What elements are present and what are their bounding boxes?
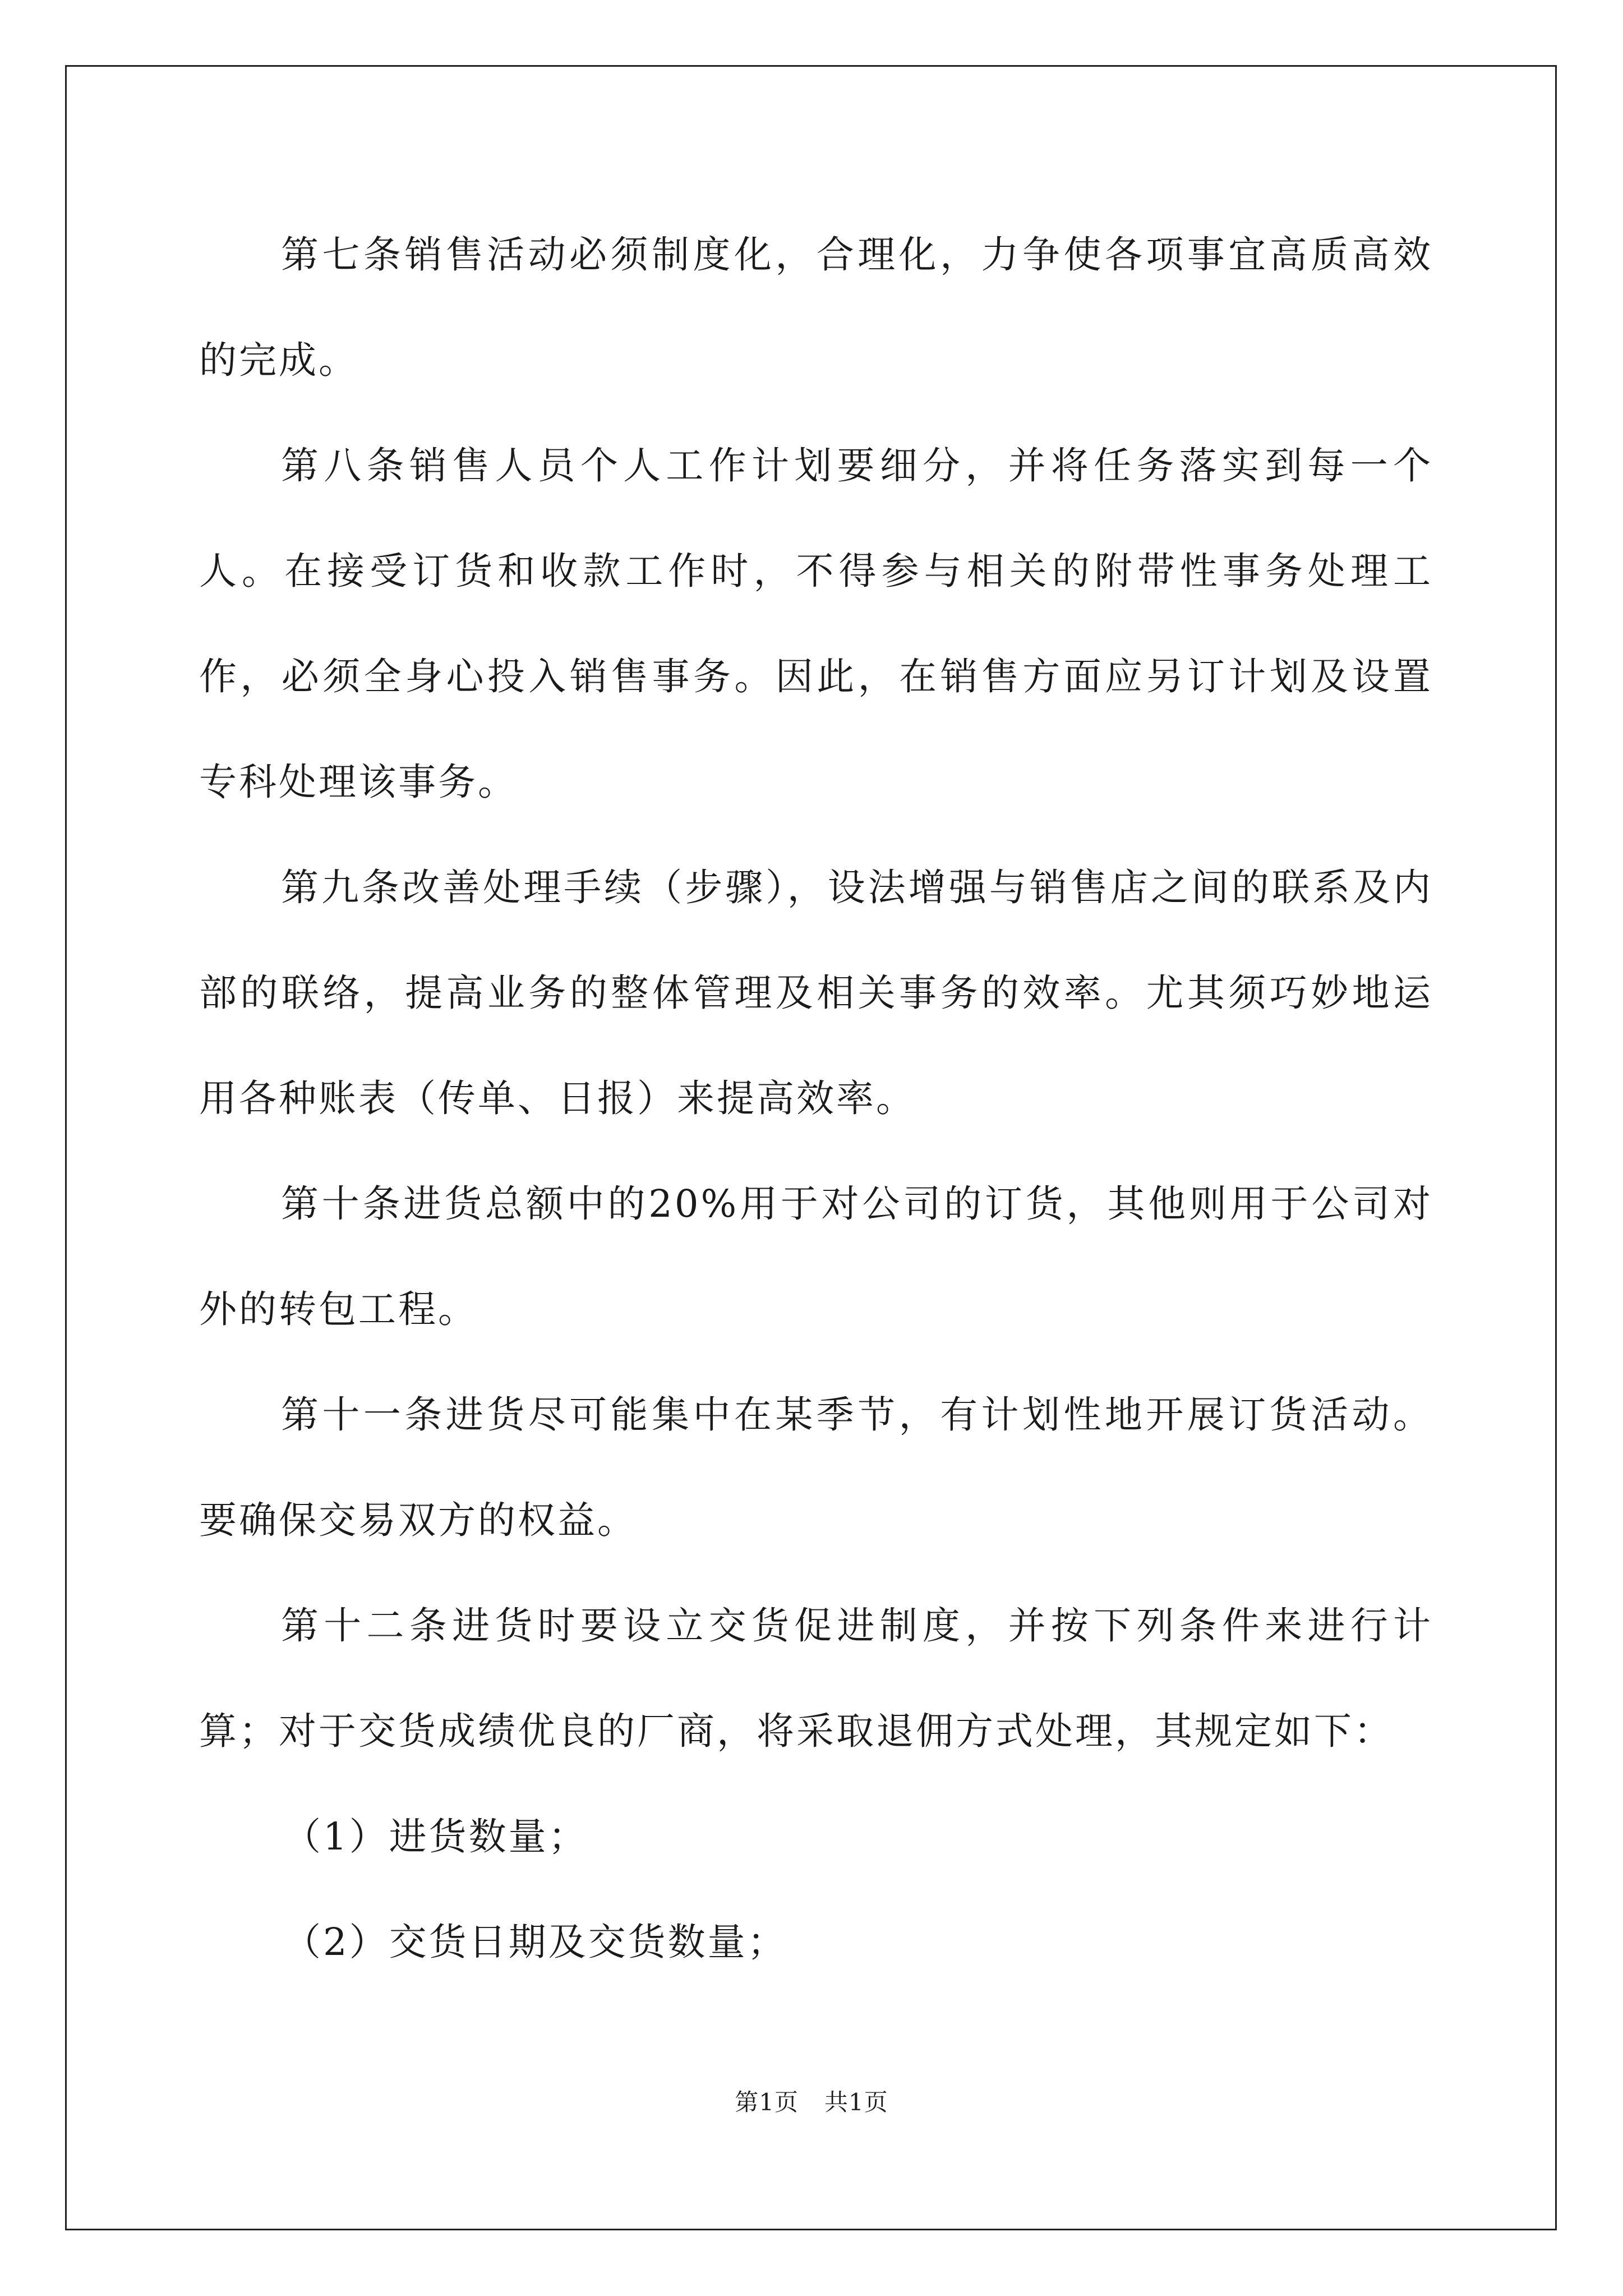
paragraph-article-7: 第七条销售活动必须制度化，合理化，力争使各项事宜高质高效的完成。 bbox=[199, 233, 1433, 382]
document-body bbox=[199, 202, 1433, 1995]
paragraph-article-8: 第八条销售人员个人工作计划要细分，并将任务落实到每一个人。在接受订货和收款工作时，不得参与相关的附带性事务处理工作，必须全身心投入销售事务。因此，在销售方面应另订计划及设置专科处理该事务。 bbox=[199, 444, 1433, 804]
page-footer bbox=[0, 2084, 1623, 2118]
page-total: 共1页 bbox=[824, 2088, 888, 2116]
list-item-1: （1）进货数量； bbox=[283, 1815, 588, 1858]
page-number: 第1页 bbox=[735, 2088, 799, 2116]
paragraph-article-11: 第十一条进货尽可能集中在某季节，有计划性地开展订货活动。要确保交易双方的权益。 bbox=[199, 1393, 1433, 1542]
paragraph-article-10: 第十条进货总额中的20%用于对公司的订货，其他则用于公司对外的转包工程。 bbox=[199, 1182, 1433, 1331]
list-item-2: （2）交货日期及交货数量； bbox=[283, 1920, 787, 1964]
paragraph-article-12: 第十二条进货时要设立交货促进制度，并按下列条件来进行计算；对于交货成绩优良的厂商，将采取退佣方式处理，其规定如下： bbox=[199, 1604, 1433, 1753]
paragraph-article-9: 第九条改善处理手续（步骤），设法增强与销售店之间的联系及内部的联络，提高业务的整体管理及相关事务的效率。尤其须巧妙地运用各种账表（传单、日报）来提高效率。 bbox=[199, 866, 1433, 1120]
